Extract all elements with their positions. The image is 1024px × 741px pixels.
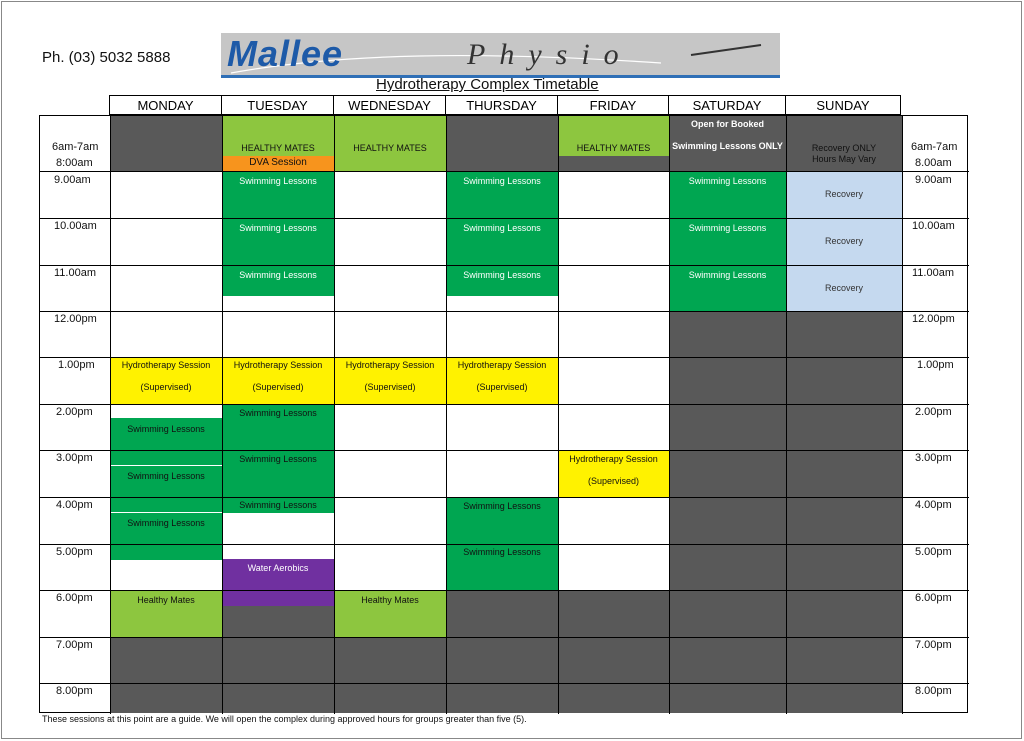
footer-note: These sessions at this point are a guide. We will open the complex during approved hours for groups greater than five (5). [42, 714, 527, 724]
thursday-swim-10am: Swimming Lessons [446, 219, 558, 265]
day-header-thursday: THURSDAY [445, 95, 557, 115]
time-right-9am: 9.00am [915, 174, 952, 186]
sunday-recovery-10am: Recovery [786, 219, 902, 265]
tuesday-swim-2pm: Swimming Lessons [222, 405, 334, 450]
block-label: Recovery ONLY [811, 143, 877, 153]
thursday-swim-5pm: Swimming Lessons [446, 544, 558, 590]
monday-healthy-mates-6pm: Healthy Mates [110, 590, 222, 637]
tuesday-swim-9am: Swimming Lessons [222, 172, 334, 218]
monday-swim-4pm: Swimming Lessons [110, 513, 222, 560]
tuesday-dva-session: DVA Session [222, 156, 334, 171]
block-label-sub: Hours May Vary [812, 153, 876, 164]
wednesday-healthy-mates-6pm: Healthy Mates [334, 590, 446, 637]
time-left-11am: 11.00am [54, 267, 96, 279]
block-label: Hydrotherapy Session [345, 360, 435, 370]
tuesday-water-aerobics: Water Aerobics [222, 559, 334, 605]
time-left-10am: 10.00am [54, 220, 97, 232]
time-left-6am: 6am-7am [52, 141, 99, 153]
time-left-3pm: 3.00pm [56, 452, 93, 464]
day-header-tuesday: TUESDAY [221, 95, 333, 115]
friday-healthy-mates-early: HEALTHY MATES [558, 116, 669, 156]
time-left-5pm: 5.00pm [56, 546, 93, 558]
time-right-10am: 10.00am [912, 220, 955, 232]
thursday-swim-9am: Swimming Lessons [446, 172, 558, 218]
time-right-12pm: 12.00pm [912, 313, 955, 325]
day-header-saturday: SATURDAY [668, 95, 785, 115]
time-right-3pm: 3.00pm [915, 452, 952, 464]
saturday-swim-11am: Swimming Lessons [669, 266, 786, 311]
tuesday-swim-4pm: Swimming Lessons [222, 498, 334, 513]
tuesday-swim-11am: Swimming Lessons [222, 266, 334, 296]
day-header-sunday: SUNDAY [785, 95, 901, 115]
tuesday-swim-10am: Swimming Lessons [222, 219, 334, 265]
time-right-6pm: 6.00pm [915, 592, 952, 604]
time-left-6pm: 6.00pm [56, 592, 93, 604]
tuesday-swim-3pm: Swimming Lessons [222, 451, 334, 497]
tuesday-healthy-mates-early: HEALTHY MATES [222, 116, 334, 156]
block-label-sub: (Supervised) [364, 381, 416, 392]
block-label-sub: (Supervised) [252, 381, 304, 392]
block-label: Hydrotherapy Session [457, 360, 547, 370]
mallee-physio-logo [221, 33, 780, 78]
time-left-2pm: 2.00pm [56, 406, 93, 418]
time-right-4pm: 4.00pm [915, 499, 952, 511]
sunday-recovery-11am: Recovery [786, 266, 902, 311]
logo-physio-text: Physio [467, 38, 633, 71]
thursday-swim-4pm: Swimming Lessons [446, 498, 558, 544]
time-left-8am: 8:00am [56, 157, 93, 169]
block-label-sub: Swimming Lessons ONLY [672, 140, 783, 151]
block-label: Open for Booked [690, 119, 764, 129]
sunday-recovery-9am: Recovery [786, 172, 902, 218]
timetable-title: Hydrotherapy Complex Timetable [376, 76, 599, 93]
block-label: Hydrotherapy Session [121, 360, 211, 370]
block-label: Hydrotherapy Session [233, 360, 323, 370]
time-right-11am: 11.00am [912, 267, 954, 279]
time-right-7pm: 7.00pm [915, 639, 952, 651]
monday-swim-3pm: Swimming Lessons [110, 466, 222, 512]
block-label: Hydrotherapy Session [569, 454, 658, 464]
time-right-5pm: 5.00pm [915, 546, 952, 558]
grid-lines [40, 116, 969, 714]
saturday-swim-9am: Swimming Lessons [669, 172, 786, 218]
time-left-1pm: 1.00pm [58, 359, 95, 371]
block-label-sub: (Supervised) [140, 381, 192, 392]
saturday-swim-10am: Swimming Lessons [669, 219, 786, 265]
logo-mallee-text: Mallee [227, 33, 344, 74]
time-right-1pm: 1.00pm [917, 359, 954, 371]
day-header-wednesday: WEDNESDAY [333, 95, 445, 115]
time-left-4pm: 4.00pm [56, 499, 93, 511]
time-right-2pm: 2.00pm [915, 406, 952, 418]
block-label-sub: (Supervised) [587, 475, 640, 486]
time-right-8pm: 8.00pm [915, 685, 952, 697]
time-right-8am: 8.00am [915, 157, 952, 169]
time-left-8pm: 8.00pm [56, 685, 93, 697]
thursday-swim-11am: Swimming Lessons [446, 266, 558, 296]
timetable-grid [39, 115, 968, 713]
phone-number: Ph. (03) 5032 5888 [42, 49, 171, 66]
block-label-sub: (Supervised) [476, 381, 528, 392]
monday-swim-2pm: Swimming Lessons [110, 418, 222, 465]
time-left-7pm: 7.00pm [56, 639, 93, 651]
day-header-monday: MONDAY [109, 95, 221, 115]
day-header-friday: FRIDAY [557, 95, 668, 115]
time-left-9am: 9.00am [54, 174, 91, 186]
wednesday-healthy-mates-early: HEALTHY MATES [334, 116, 446, 171]
time-left-12pm: 12.00pm [54, 313, 97, 325]
time-right-6am: 6am-7am [911, 141, 958, 153]
